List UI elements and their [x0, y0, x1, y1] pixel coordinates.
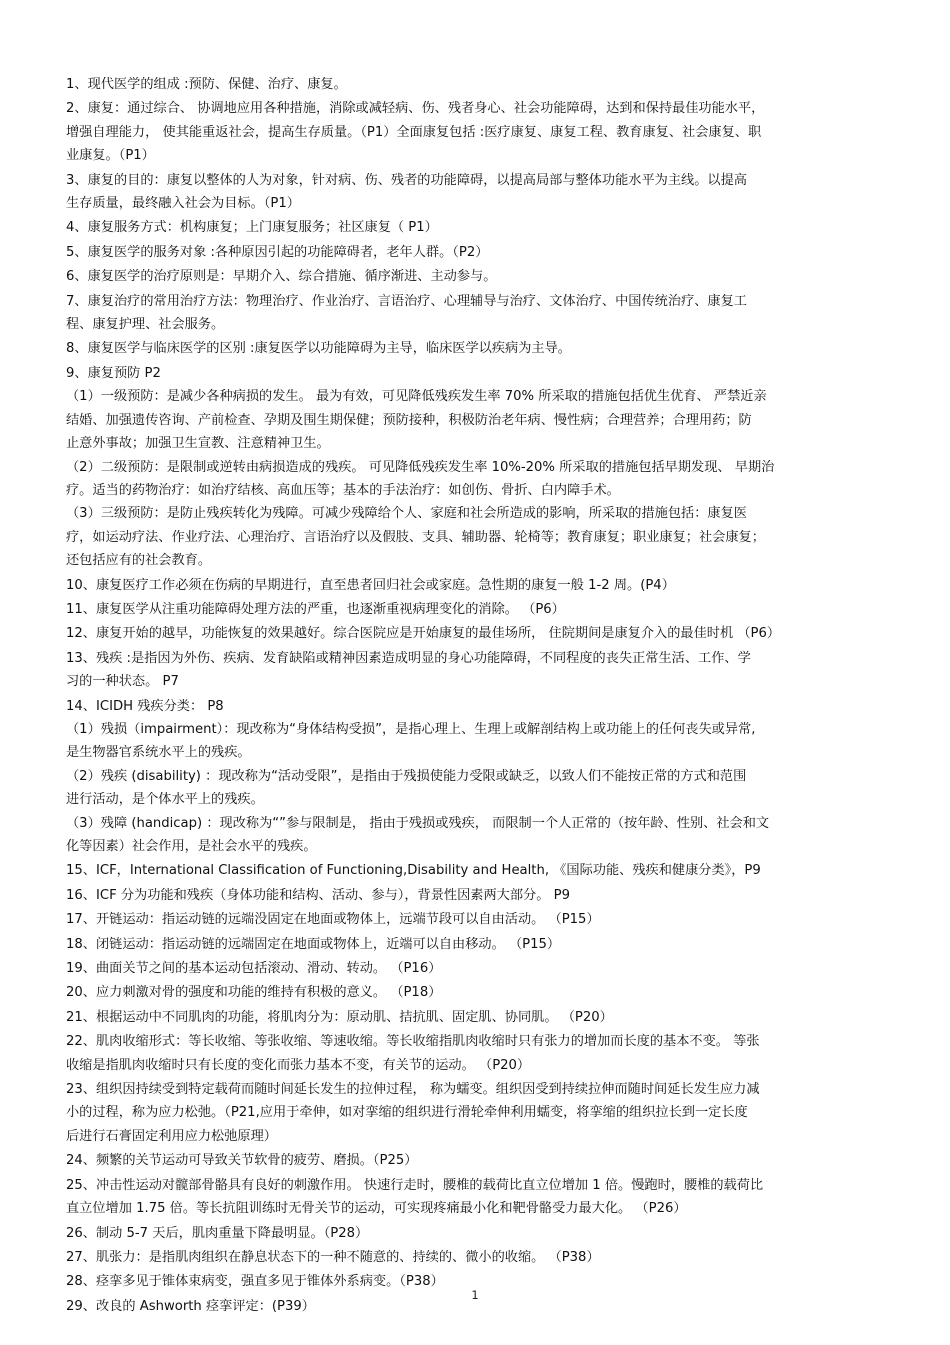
- numbered-item: [66, 362, 876, 573]
- numbered-item: [66, 337, 876, 360]
- text-line: 小的过程，称为应力松弛。（P21,应用于牵伸，如对挛缩的组织进行滑轮牵伸利用蠕变，将挛缩的组织拉长到一定长度: [66, 1105, 748, 1121]
- numbered-item: [66, 1006, 876, 1029]
- numbered-item: [66, 1078, 876, 1148]
- text-line: 6、康复医学的治疗原则是：早期介入、综合措施、循序渐进、主动参与。: [66, 269, 497, 285]
- text-line: 8、康复医学与临床医学的区别 :康复医学以功能障碍为主导，临床医学以疾病为主导。: [66, 341, 571, 357]
- numbered-item: [66, 241, 876, 264]
- text-line: 23、组织因持续受到特定载荷而随时间延长发生的拉伸过程， 称为蠕变。组织因受到持续拉伸而随时间延长发生应力减: [66, 1082, 760, 1098]
- text-line: 18、闭链运动：指运动链的远端固定在地面或物体上，近端可以自由移动。 （P15）: [66, 936, 561, 952]
- numbered-item: [66, 981, 876, 1004]
- numbered-item: [66, 859, 876, 882]
- numbered-item: [66, 574, 876, 597]
- text-line: 16、ICF 分为功能和残疾（身体功能和结构、活动、参与），背景性因素两大部分。 P9: [66, 887, 570, 903]
- text-line: （2）二级预防：是限制或逆转由病损造成的残疾。 可见降低残疾发生率 10%-20% 所采取的措施包括早期发现、 早期治: [66, 459, 775, 475]
- text-line: 是生物器官系统水平上的残疾。: [66, 745, 251, 761]
- text-line: 习的一种状态。 P7: [66, 674, 179, 690]
- text-line: 增强自理能力， 使其能重返社会，提高生存质量。（P1）全面康复包括 :医疗康复、康复工程、教育康复、社会康复、职: [66, 124, 762, 140]
- text-line: 9、康复预防 P2: [66, 365, 161, 381]
- numbered-item: [66, 933, 876, 956]
- text-line: 13、残疾 :是指因为外伤、疾病、发育缺陷或精神因素造成明显的身心功能障碍，不同程度的丧失正常生活、工作、学: [66, 650, 751, 666]
- text-line: 疗，如运动疗法、作业疗法、心理治疗、言语治疗以及假肢、支具、辅助器、轮椅等；教育康复；职业康复；社会康复；: [66, 529, 765, 545]
- numbered-item: [66, 622, 876, 645]
- text-line: 28、痉挛多见于锥体束病变，强直多见于锥体外系病变。（P38）: [66, 1274, 444, 1290]
- numbered-item: [66, 290, 876, 337]
- text-line: （1）残损（impairment）：现改称为“身体结构受损”，是指心理上、生理上或解剖结构上或功能上的任何丧失或异常,: [66, 721, 756, 737]
- numbered-item: [66, 598, 876, 621]
- text-line: 12、康复开始的越早，功能恢复的效果越好。综合医院应是开始康复的最佳场所， 住院期间是康复介入的最佳时机 （P6）: [66, 626, 781, 642]
- text-line: 17、开链运动：指运动链的远端没固定在地面或物体上，远端节段可以自由活动。 （P15）: [66, 912, 600, 928]
- text-line: （3）残障 (handicap) ：现改称为“”参与限制是， 指由于残损或残疾， 而限制一个人正常的（按年龄、性别、社会和文: [66, 815, 770, 831]
- text-line: 2、康复：通过综合、 协调地应用各种措施，消除或减轻病、伤、残者身心、社会功能障碍，达到和保持最佳功能水平，: [66, 101, 765, 117]
- text-line: 20、应力刺激对骨的强度和功能的维持有积极的意义。 （P18）: [66, 985, 442, 1001]
- numbered-item: [66, 169, 876, 216]
- numbered-item: [66, 1174, 876, 1221]
- numbered-item: [66, 908, 876, 931]
- text-line: 程、康复护理、社会服务。: [66, 317, 225, 333]
- text-line: 10、康复医疗工作必须在伤病的早期进行，直至患者回归社会或家庭。急性期的康复一般 1-2 周。(P4）: [66, 577, 675, 593]
- numbered-item: [66, 1030, 876, 1077]
- text-line: 5、康复医学的服务对象 :各种原因引起的功能障碍者，老年人群。（P2）: [66, 244, 489, 260]
- numbered-item: [66, 73, 876, 96]
- text-line: 11、康复医学从注重功能障碍处理方法的严重，也逐渐重视病理变化的消除。 （P6）: [66, 601, 565, 617]
- text-line: （1）一级预防：是减少各种病损的发生。 最为有效，可见降低残疾发生率 70% 所采取的措施包括优生优育、 严禁近亲: [66, 389, 767, 405]
- text-line: 生存质量，最终融入社会为目标。（P1）: [66, 196, 300, 212]
- numbered-item: [66, 97, 876, 167]
- numbered-item: [66, 1149, 876, 1172]
- document-body: [66, 73, 876, 1319]
- text-line: 后进行石膏固定利用应力松弛原理）: [66, 1128, 277, 1144]
- text-line: 疗。适当的药物治疗：如治疗结核、高血压等；基本的手法治疗：如创伤、骨折、白内障手术。: [66, 482, 620, 498]
- text-line: 15、ICF，International Classification of Functioning,Disability and Health, 《国际功能、残疾和健康分类》，P9: [66, 863, 761, 879]
- text-line: 7、康复治疗的常用治疗方法：物理治疗、作业治疗、言语治疗、心理辅导与治疗、文体治疗、中国传统治疗、康复工: [66, 293, 747, 309]
- numbered-item: [66, 216, 876, 239]
- text-line: （2）残疾 (disability) ：现改称为“活动受限”，是指由于残损使能力受限或缺乏，以致人们不能按正常的方式和范围: [66, 768, 747, 784]
- text-line: 进行活动，是个体水平上的残疾。: [66, 792, 264, 808]
- numbered-item: [66, 957, 876, 980]
- text-line: 1、现代医学的组成 :预防、保健、治疗、康复。: [66, 77, 347, 92]
- numbered-item: [66, 265, 876, 288]
- text-line: 止意外事故；加强卫生宣教、注意精神卫生。: [66, 436, 330, 452]
- text-line: （3）三级预防：是防止残疾转化为残障。可减少残障给个人、家庭和社会所造成的影响，所采取的措施包括：康复医: [66, 506, 747, 522]
- text-line: 26、制动 5-7 天后，肌肉重量下降最明显。（P28）: [66, 1225, 369, 1241]
- page-number: 1: [471, 1288, 479, 1302]
- numbered-item: [66, 884, 876, 907]
- text-line: 3、康复的目的：康复以整体的人为对象，针对病、伤、残者的功能障碍，以提高局部与整体功能水平为主线。以提高: [66, 172, 747, 188]
- text-line: 24、频繁的关节运动可导致关节软骨的疲劳、磨损。（P25）: [66, 1153, 418, 1169]
- text-line: 29、改良的 Ashworth 痉挛评定：(P39）: [66, 1298, 315, 1314]
- text-line: 还包括应有的社会教育。: [66, 553, 212, 569]
- text-line: 21、根据运动中不同肌肉的功能，将肌肉分为：原动肌、拮抗肌、固定肌、协同肌。 （P20）: [66, 1009, 613, 1025]
- numbered-item: [66, 1246, 876, 1269]
- text-line: 19、曲面关节之间的基本运动包括滚动、滑动、转动。 （P16）: [66, 961, 442, 977]
- numbered-item: [66, 695, 876, 859]
- numbered-item: [66, 1222, 876, 1245]
- text-line: 25、冲击性运动对髋部骨骼具有良好的刺激作用。 快速行走时，腰椎的载荷比直立位增加 1 倍。慢跑时，腰椎的载荷比: [66, 1177, 764, 1193]
- text-line: 收缩是指肌肉收缩时只有长度的变化而张力基本不变，有关节的运动。 （P20）: [66, 1057, 531, 1073]
- text-line: 27、肌张力：是指肌肉组织在静息状态下的一种不随意的、持续的、微小的收缩。 （P38）: [66, 1249, 600, 1265]
- text-line: 22、肌肉收缩形式：等长收缩、等张收缩、等速收缩。等长收缩指肌肉收缩时只有张力的增加而长度的基本不变。 等张: [66, 1034, 760, 1050]
- text-line: 业康复。（P1）: [66, 148, 155, 164]
- text-line: 化等因素）社会作用，是社会水平的残疾。: [66, 839, 317, 854]
- text-line: 14、ICIDH 残疾分类： P8: [66, 698, 224, 714]
- text-line: 4、康复服务方式：机构康复；上门康复服务；社区康复（ P1）: [66, 220, 438, 236]
- text-line: 结婚、加强遗传咨询、产前检查、孕期及围生期保健；预防接种，积极防治老年病、慢性病；合理营养；合理用药；防: [66, 412, 752, 428]
- text-line: 直立位增加 1.75 倍。等长抗阻训练时无骨关节的运动，可实现疼痛最小化和靶骨骼受力最大化。 （P26）: [66, 1201, 687, 1217]
- numbered-item: [66, 647, 876, 694]
